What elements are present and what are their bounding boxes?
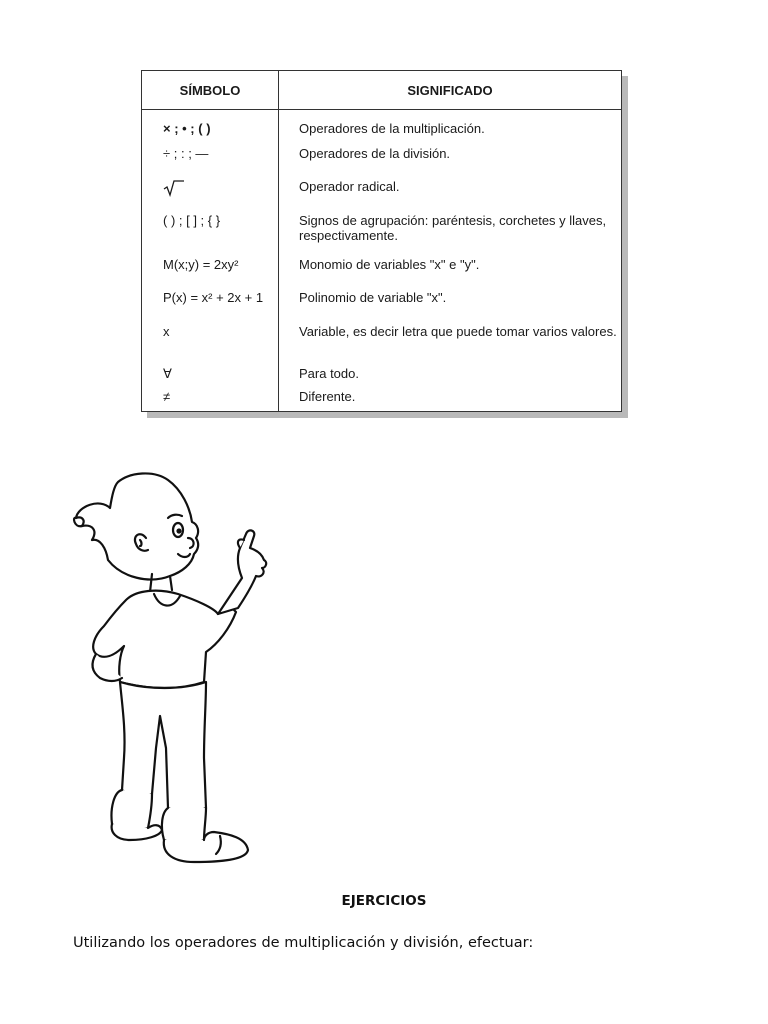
header-meaning: SIGNIFICADO xyxy=(279,71,622,110)
symbol-cell xyxy=(142,254,279,287)
symbol-cell xyxy=(142,287,279,320)
symbol-cell xyxy=(142,321,279,363)
table-row xyxy=(142,110,622,143)
polynomial-text: P(x) = x² + 2x + 1 xyxy=(163,290,264,306)
symbol-text: × ; • ; ( ) xyxy=(163,121,211,136)
meaning-cell: Variable, es decir letra que puede tomar varios valores. xyxy=(299,323,617,339)
table-row xyxy=(142,210,622,254)
symbol-cell xyxy=(142,110,279,143)
meaning-cell: Monomio de variables "x" e "y". xyxy=(299,256,480,272)
table-row xyxy=(142,321,622,363)
exercises-instruction: Utilizando los operadores de multiplicación y división, efectuar: xyxy=(73,935,534,951)
symbols-table-container xyxy=(141,70,622,412)
table-row xyxy=(142,287,622,320)
table-row xyxy=(142,254,622,287)
symbol-cell xyxy=(142,210,279,254)
meaning-cell: Operador radical. xyxy=(299,179,400,195)
meaning-cell: Operadores de la multiplicación. xyxy=(299,121,485,136)
radical-svg xyxy=(163,179,185,197)
symbol-cell xyxy=(142,386,279,412)
meaning-cell: Signos de agrupación: paréntesis, corchetes y llaves, respectivamente. xyxy=(299,212,607,243)
header-symbol: SÍMBOLO xyxy=(142,71,279,110)
symbol-text: ( ) ; [ ] ; { } xyxy=(163,212,221,228)
symbol-cell xyxy=(142,363,279,386)
symbol-text: ∀ xyxy=(163,365,172,381)
table-row xyxy=(142,386,622,412)
symbol-text: x xyxy=(163,323,170,339)
table-header-row xyxy=(142,71,622,110)
symbol-text: ≠ xyxy=(163,388,171,404)
table-row xyxy=(142,143,622,176)
meaning-cell: Operadores de la división. xyxy=(299,145,451,161)
meaning-cell: Diferente. xyxy=(299,388,356,404)
meaning-cell: Para todo. xyxy=(299,365,359,381)
symbol-text: ÷ ; : ; — xyxy=(163,145,209,161)
exercises-title: EJERCICIOS xyxy=(341,893,427,909)
monomial-text: M(x;y) = 2xy² xyxy=(163,256,239,272)
table-row xyxy=(142,363,622,386)
radical-icon xyxy=(163,185,185,200)
table-row xyxy=(142,176,622,209)
symbols-table xyxy=(141,70,622,412)
boy-pointing-icon xyxy=(70,468,270,868)
symbol-cell xyxy=(142,176,279,209)
meaning-cell: Polinomio de variable "x". xyxy=(299,290,447,306)
symbol-cell xyxy=(142,143,279,176)
